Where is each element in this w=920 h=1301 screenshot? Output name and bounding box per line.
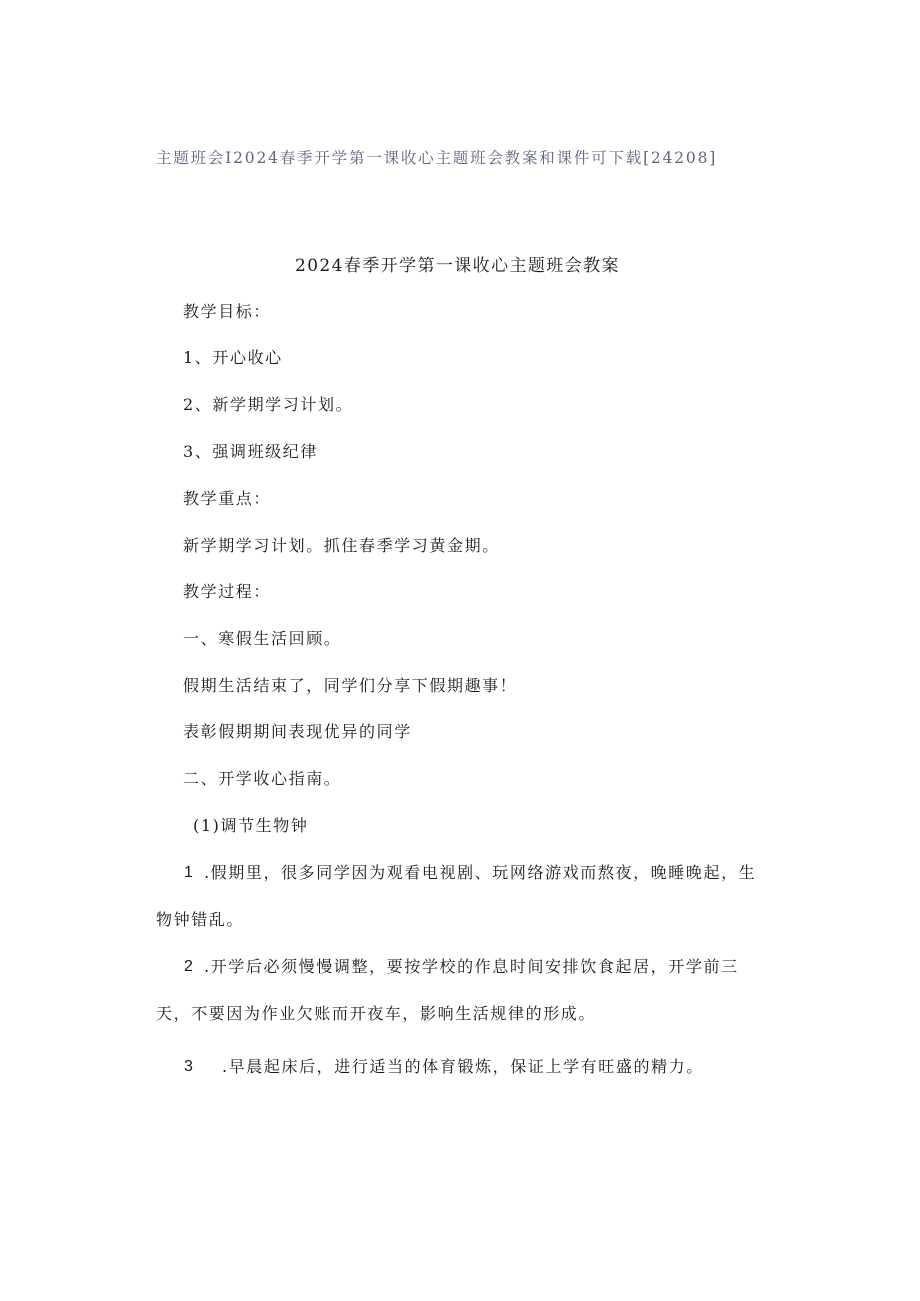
item-1-line-2: 物钟错乱。 [156, 910, 245, 929]
document-header: 主题班会I2024春季开学第一课收心主题班会教案和课件可下载[24208] [156, 149, 718, 167]
focus-heading: 教学重点： [183, 489, 272, 508]
subsection-heading: (1)调节生物钟 [193, 816, 309, 835]
section-heading-1: 一、寒假生活回顾。 [183, 629, 342, 648]
item-1-line-1: .假期里，很多同学因为观看电视剧、玩网络游戏而熬夜，晚睡晚起，生 [204, 863, 757, 882]
goal-item-3: 3、强调班级纪律 [183, 442, 318, 461]
item-number-1: 1 [184, 864, 193, 881]
item-number-2: 2 [184, 958, 193, 975]
goals-heading: 教学目标： [183, 302, 272, 321]
item-number-3: 3 [184, 1058, 193, 1075]
item-2-line-2: 天，不要因为作业欠账而开夜车，影响生活规律的形成。 [156, 1004, 597, 1023]
item-2-line-1: .开学后必须慢慢调整，要按学校的作息时间安排饮食起居，开学前三 [204, 957, 739, 976]
focus-text: 新学期学习计划。抓住春季学习黄金期。 [183, 536, 500, 555]
goal-item-2: 2、新学期学习计划。 [183, 395, 354, 414]
goal-item-1: 1、开心收心 [183, 348, 283, 367]
section-heading-2: 二、开学收心指南。 [183, 769, 342, 788]
process-heading: 教学过程： [183, 582, 272, 601]
section-1-line-1: 假期生活结束了，同学们分享下假期趣事！ [183, 676, 518, 695]
section-1-line-2: 表彰假期期间表现优异的同学 [183, 722, 412, 741]
item-3-line-1: .早晨起床后，进行适当的体育锻炼，保证上学有旺盛的精力。 [222, 1057, 704, 1076]
document-title: 2024春季开学第一课收心主题班会教案 [295, 256, 620, 276]
